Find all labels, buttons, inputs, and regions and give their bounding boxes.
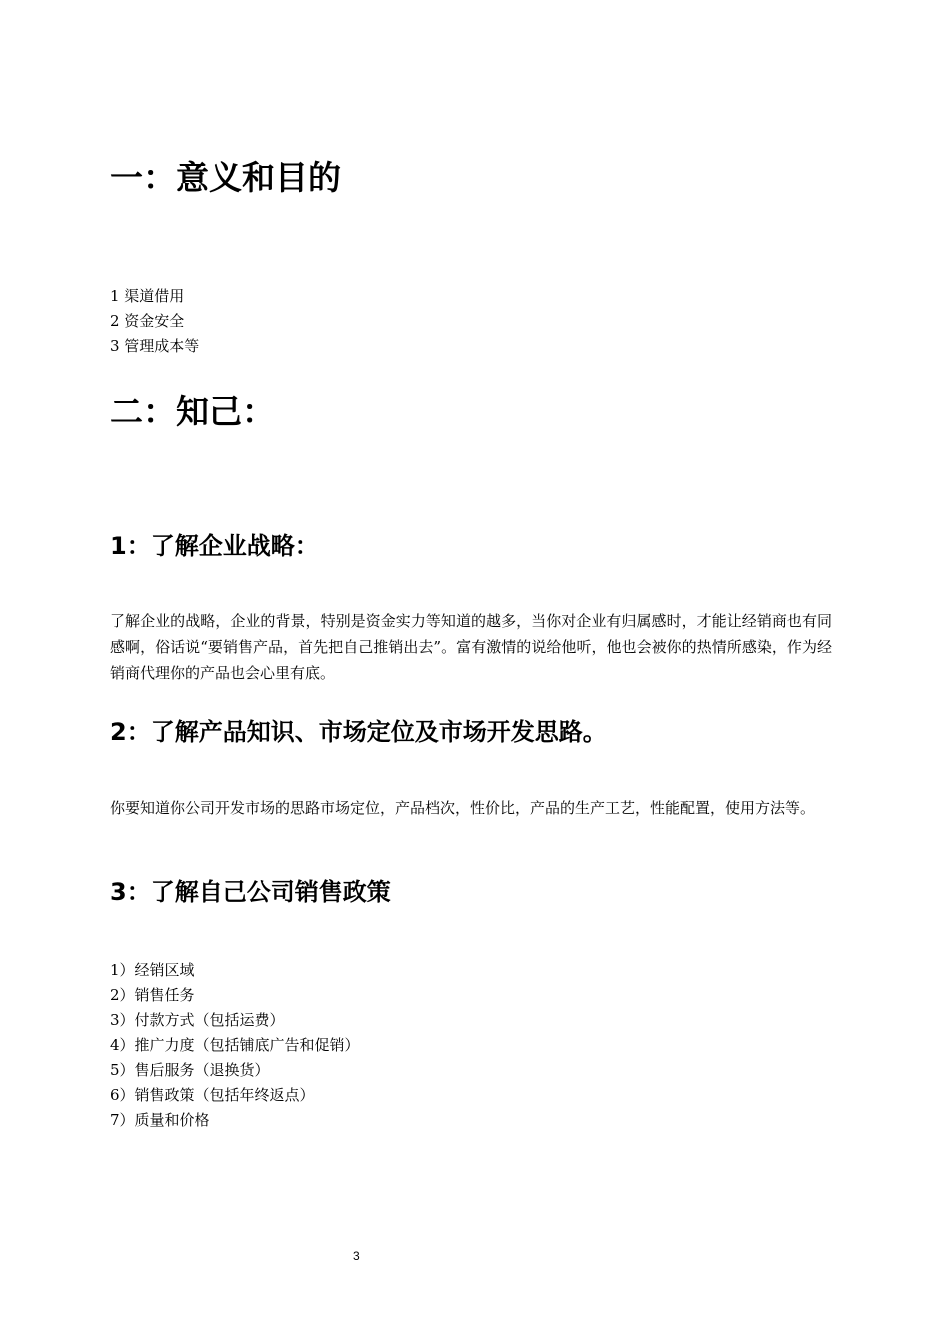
section-2-heading: 二：知己： (110, 392, 275, 431)
list-item: 2）销售任务 (110, 986, 195, 1004)
list-item: 3）付款方式（包括运费） (110, 1011, 285, 1029)
subsection-1-paragraph: 了解企业的战略，企业的背景，特别是资金实力等知道的越多，当你对企业有归属感时，才能让经销商也有同感啊，俗话说“要销售产品，首先把自己推销出去”。富有激情的说给他听，他也会被你的热情所感染，作为经销商代理你的产品也会心里有底。 (110, 612, 832, 682)
page-number: 3 (353, 1249, 360, 1263)
list-item: 7）质量和价格 (110, 1111, 210, 1129)
list-item: 3 管理成本等 (110, 337, 200, 355)
list-item: 1）经销区域 (110, 961, 195, 979)
list-item: 4）推广力度（包括铺底广告和促销） (110, 1036, 360, 1054)
subsection-2-paragraph: 你要知道你公司开发市场的思路市场定位，产品档次，性价比，产品的生产工艺，性能配置，使用方法等。 (110, 799, 816, 817)
list-item: 5）售后服务（退换货） (110, 1061, 270, 1079)
list-item: 2 资金安全 (110, 312, 185, 330)
subsection-2-heading: 2：了解产品知识、市场定位及市场开发思路。 (110, 718, 607, 746)
section-1-heading: 一：意义和目的 (110, 158, 341, 197)
subsection-1-heading: 1：了解企业战略： (110, 532, 319, 560)
subsection-3-heading: 3：了解自己公司销售政策 (110, 878, 391, 906)
subsection-3-list (110, 958, 360, 1133)
section-1-list (110, 284, 199, 359)
list-item: 1 渠道借用 (110, 287, 185, 305)
list-item: 6）销售政策（包括年终返点） (110, 1086, 315, 1104)
